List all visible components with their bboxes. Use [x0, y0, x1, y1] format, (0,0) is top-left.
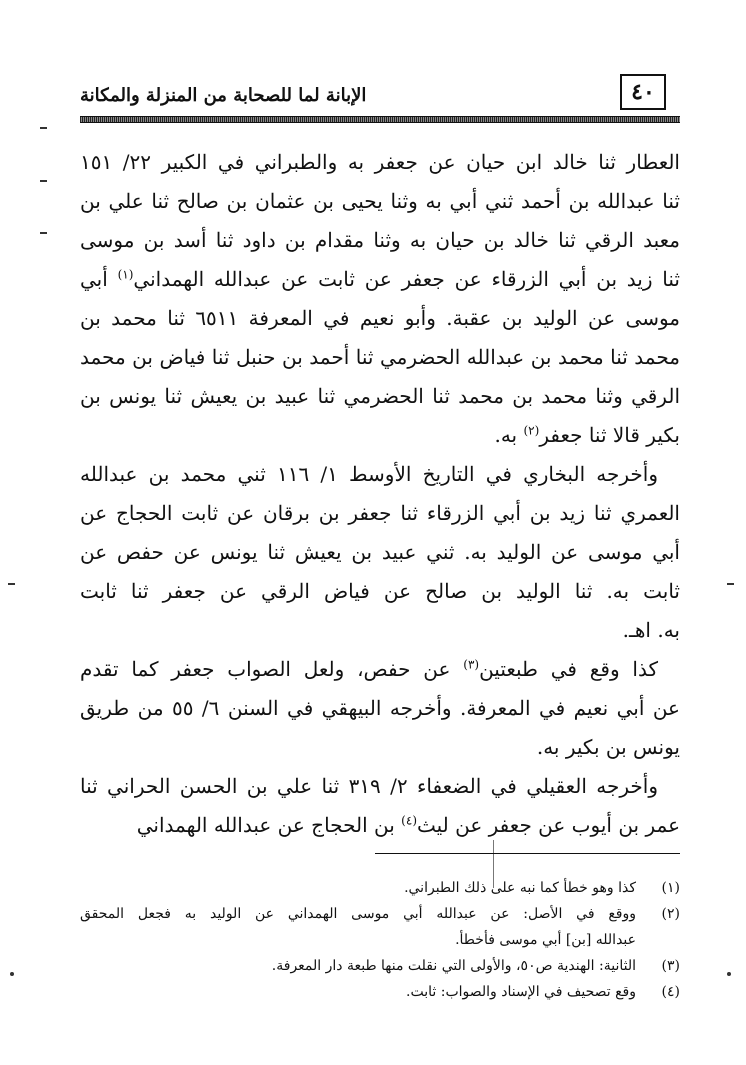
text-segment: عن حفص، ولعل الصواب جعفر كما تقدم	[80, 657, 464, 681]
footnote-text: عبدالله [بن] أبي موسى فأخطأ.	[455, 932, 636, 948]
text-line	[80, 416, 680, 455]
running-title: الإبانة لما للصحابة من المنزلة والمكانة	[80, 85, 367, 106]
margin-mark	[727, 972, 731, 976]
text-line: محمد ثنا محمد بن عبدالله الحضرمي ثنا أحمد بن حنبل ثنا فياض بن محمد	[80, 345, 680, 369]
text-line	[80, 260, 680, 299]
text-segment: به.	[494, 423, 524, 447]
text-line: عن أبي نعيم في المعرفة. وأخرجه البيهقي في السنن ٦/ ٥٥ من طريق	[80, 696, 680, 720]
margin-mark	[10, 972, 14, 976]
text-line: يونس بن بكير به.	[536, 735, 680, 759]
text-line: به. اهـ.	[622, 618, 680, 642]
paragraph	[80, 650, 680, 767]
footnote-number: (٣)	[661, 958, 680, 974]
text-line: وأخرجه البخاري في التاريخ الأوسط ١/ ١١٦ ثني محمد بن عبدالله	[80, 462, 659, 486]
margin-mark	[40, 127, 47, 129]
text-segment: ثنا زيد بن أبي الزرقاء عن جعفر عن ثابت عن عبدالله الهمداني	[133, 267, 680, 291]
text-line: موسى عن الوليد بن عقبة. وأبو نعيم في المعرفة ٦٥١١ ثنا محمد بن	[80, 306, 680, 330]
footnote-reference: (٢)	[523, 423, 540, 438]
text-line: العطار ثنا خالد ابن حيان عن جعفر به والطبراني في الكبير ٢٢/ ١٥١	[80, 150, 680, 174]
text-line: أبي موسى عن الوليد به. ثني عبيد بن يعيش ثنا يونس عن حفص عن	[80, 540, 680, 564]
footnote-reference: (٣)	[463, 657, 480, 672]
text-line: ثابت به. ثنا الوليد بن صالح عن فياض الرقي عن جعفر ثنا ثابت	[80, 579, 680, 603]
margin-mark	[8, 583, 15, 585]
margin-mark	[40, 232, 47, 234]
page-number-text: ٤٠	[631, 79, 655, 105]
text-line: ثنا عبدالله بن أحمد ثني أبي به وثنا يحيى بن عثمان بن صالح ثنا علي بن	[80, 189, 680, 213]
text-line: معبد الرقي ثنا خالد بن حيان به وثنا مقدام بن داود ثنا أسد بن موسى	[80, 228, 680, 252]
footnote	[80, 979, 680, 1005]
page-number	[620, 74, 666, 110]
text-line	[80, 650, 680, 689]
paragraph	[80, 143, 680, 455]
footnote-reference: (٤)	[401, 813, 417, 828]
text-line: وأخرجه العقيلي في الضعفاء ٢/ ٣١٩ ثنا علي بن الحسن الحراني ثنا	[80, 774, 658, 798]
footnote-number: (٤)	[661, 984, 680, 1000]
footnote-separator	[375, 853, 680, 854]
footnote-reference: (١)	[117, 267, 134, 282]
footnote-text: ووقع في الأصل: عن عبدالله أبي موسى الهمداني عن الوليد به فجعل المحقق	[80, 906, 636, 922]
header-rule	[80, 116, 680, 123]
text-segment: كذا وقع في طبعتين	[479, 657, 658, 681]
text-segment: بكير قالا ثنا جعفر	[539, 423, 680, 447]
margin-mark	[40, 180, 47, 182]
text-segment: بن الحجاج عن عبدالله الهمداني	[136, 813, 402, 837]
footnote	[80, 901, 680, 953]
footnote-text: كذا وهو خطأ كما نبه على ذلك الطبراني.	[404, 880, 636, 896]
footnote-number: (١)	[661, 880, 680, 896]
text-line	[80, 806, 680, 845]
paragraph	[80, 455, 680, 650]
footnote	[80, 875, 680, 901]
footnote-text: الثانية: الهندية ص٥٠، والأولى التي نقلت منها طبعة دار المعرفة.	[271, 958, 636, 974]
text-segment: أبي	[80, 267, 118, 291]
footnote	[80, 953, 680, 979]
footnote-number: (٢)	[661, 906, 680, 922]
footnotes	[80, 875, 680, 1005]
margin-mark	[727, 583, 734, 585]
footnote-text: وقع تصحيف في الإسناد والصواب: ثابت.	[406, 984, 636, 1000]
body-text	[80, 143, 680, 845]
text-segment: عمر بن أيوب عن جعفر عن ليث	[417, 813, 680, 837]
text-line: العمري ثنا زيد بن أبي الزرقاء ثنا جعفر بن برقان عن ثابت الحجاج عن	[80, 501, 680, 525]
text-line: الرقي وثنا محمد بن محمد ثنا الحضرمي ثنا عبيد بن يعيش ثنا يونس بن	[80, 384, 680, 408]
paragraph	[80, 767, 680, 845]
